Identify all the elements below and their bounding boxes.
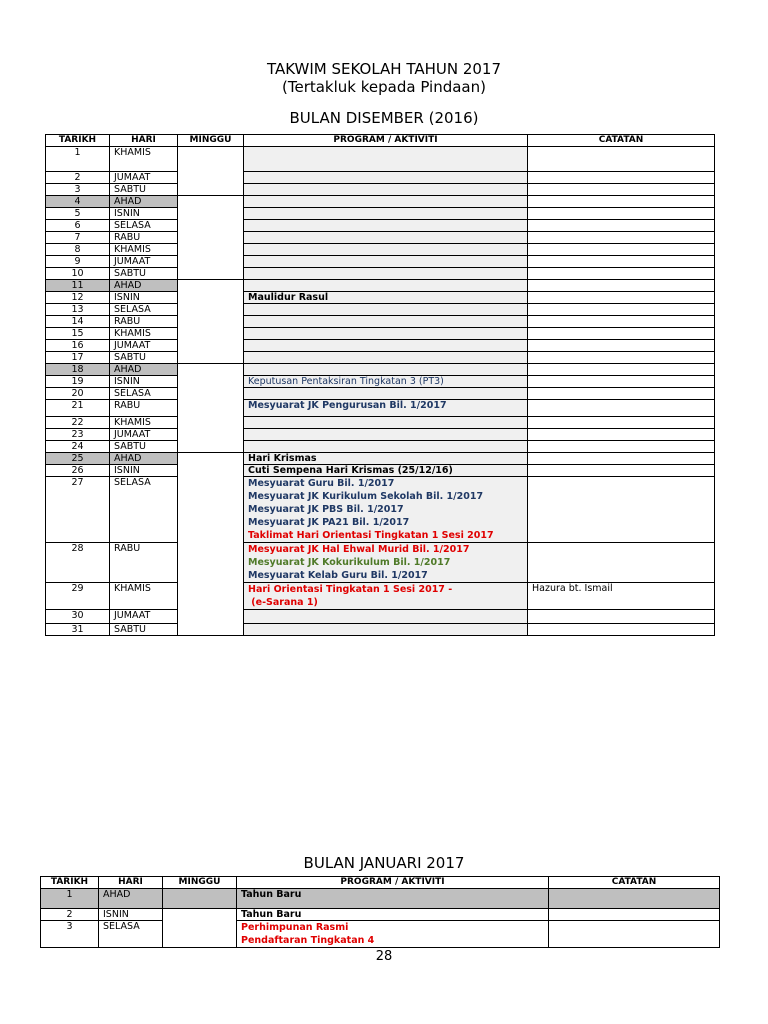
month-title-december: BULAN DISEMBER (2016) <box>289 109 479 127</box>
program-cell <box>244 256 528 268</box>
column-header-hari: HARI <box>99 877 163 889</box>
date-cell: 16 <box>46 340 110 352</box>
program-cell: Keputusan Pentaksiran Tingkatan 3 (PT3) <box>244 376 528 388</box>
program-cell <box>244 268 528 280</box>
table-row <box>46 304 715 316</box>
note-cell <box>528 232 715 244</box>
note-cell <box>528 280 715 292</box>
date-cell: 24 <box>46 441 110 453</box>
date-cell: 3 <box>41 921 99 948</box>
table-row <box>46 244 715 256</box>
program-line: (e-Sarana 1) <box>248 597 318 608</box>
program-line: Mesyuarat Kelab Guru Bil. 1/2017 <box>248 570 428 581</box>
table-row <box>41 889 720 909</box>
date-cell: 13 <box>46 304 110 316</box>
note-cell <box>528 340 715 352</box>
day-cell: JUMAAT <box>110 610 178 624</box>
table-row <box>46 583 715 610</box>
table-row <box>46 256 715 268</box>
column-header-minggu: MINGGU <box>178 135 244 147</box>
program-cell <box>244 340 528 352</box>
program-line: Mesyuarat JK PBS Bil. 1/2017 <box>248 504 404 515</box>
table-row <box>46 208 715 220</box>
table-row <box>46 280 715 292</box>
date-cell: 3 <box>46 184 110 196</box>
note-cell <box>528 304 715 316</box>
date-cell: 11 <box>46 280 110 292</box>
column-header-hari: HARI <box>110 135 178 147</box>
day-cell: SELASA <box>99 921 163 948</box>
january-table <box>40 876 720 948</box>
day-cell: AHAD <box>110 453 178 465</box>
date-cell: 9 <box>46 256 110 268</box>
day-cell: SABTU <box>110 352 178 364</box>
day-cell: KHAMIS <box>110 328 178 340</box>
note-cell <box>528 147 715 172</box>
date-cell: 19 <box>46 376 110 388</box>
program-cell <box>244 429 528 441</box>
date-cell: 1 <box>46 147 110 172</box>
date-cell: 2 <box>41 909 99 921</box>
program-line: Perhimpunan Rasmi <box>241 922 349 933</box>
program-cell: Tahun Baru <box>237 889 549 909</box>
page-subtitle: (Tertakluk kepada Pindaan) <box>282 78 486 96</box>
table-row <box>46 364 715 376</box>
note-cell <box>528 417 715 429</box>
program-cell: Tahun Baru <box>237 909 549 921</box>
program-cell <box>244 328 528 340</box>
day-cell: JUMAAT <box>110 256 178 268</box>
date-cell: 15 <box>46 328 110 340</box>
date-cell: 22 <box>46 417 110 429</box>
note-cell <box>528 172 715 184</box>
note-cell <box>528 256 715 268</box>
table-row <box>41 921 720 948</box>
note-cell <box>528 388 715 400</box>
table-row <box>46 429 715 441</box>
column-header-tarikh: TARIKH <box>41 877 99 889</box>
table-row <box>46 220 715 232</box>
program-cell <box>244 147 528 172</box>
note-cell <box>528 624 715 636</box>
program-cell <box>244 172 528 184</box>
day-cell: SABTU <box>110 184 178 196</box>
week-cell <box>163 909 237 948</box>
day-cell: JUMAAT <box>110 340 178 352</box>
program-cell <box>244 232 528 244</box>
date-cell: 20 <box>46 388 110 400</box>
program-line: Mesyuarat JK Kokurikulum Bil. 1/2017 <box>248 557 451 568</box>
table-row <box>46 184 715 196</box>
note-cell <box>549 921 720 948</box>
note-cell <box>528 208 715 220</box>
date-cell: 5 <box>46 208 110 220</box>
note-cell <box>549 909 720 921</box>
program-cell <box>244 388 528 400</box>
program-cell <box>244 610 528 624</box>
week-cell <box>178 147 244 196</box>
note-cell <box>528 292 715 304</box>
date-cell: 30 <box>46 610 110 624</box>
date-cell: 6 <box>46 220 110 232</box>
note-cell <box>528 376 715 388</box>
december-table <box>45 134 715 636</box>
column-header-catatan: CATATAN <box>528 135 715 147</box>
table-row <box>46 147 715 172</box>
note-cell <box>528 316 715 328</box>
note-cell <box>528 220 715 232</box>
date-cell: 31 <box>46 624 110 636</box>
program-line: Mesyuarat JK Kurikulum Sekolah Bil. 1/2017 <box>248 491 484 502</box>
table-row <box>46 388 715 400</box>
day-cell: SELASA <box>110 220 178 232</box>
table-row <box>46 340 715 352</box>
date-cell: 21 <box>46 400 110 417</box>
program-line: Mesyuarat Guru Bil. 1/2017 <box>248 478 395 489</box>
program-cell <box>244 184 528 196</box>
day-cell: KHAMIS <box>110 417 178 429</box>
date-cell: 7 <box>46 232 110 244</box>
table-row <box>46 268 715 280</box>
program-cell <box>244 543 528 583</box>
day-cell: KHAMIS <box>110 147 178 172</box>
program-cell <box>237 921 549 948</box>
day-cell: JUMAAT <box>110 172 178 184</box>
table-row <box>46 543 715 583</box>
date-cell: 25 <box>46 453 110 465</box>
date-cell: 14 <box>46 316 110 328</box>
day-cell: AHAD <box>110 196 178 208</box>
week-cell <box>178 364 244 453</box>
table-row <box>46 417 715 429</box>
program-line: Mesyuarat JK Hal Ehwal Murid Bil. 1/2017 <box>248 544 470 555</box>
table-row <box>46 196 715 208</box>
note-cell <box>528 352 715 364</box>
note-cell <box>528 364 715 376</box>
column-header-program: PROGRAM / AKTIVITI <box>244 135 528 147</box>
day-cell: RABU <box>110 232 178 244</box>
note-cell <box>528 477 715 543</box>
program-cell <box>244 280 528 292</box>
program-cell <box>244 208 528 220</box>
note-cell <box>528 328 715 340</box>
program-cell <box>244 583 528 610</box>
day-cell: ISNIN <box>110 465 178 477</box>
day-cell: AHAD <box>110 280 178 292</box>
program-cell <box>244 624 528 636</box>
date-cell: 27 <box>46 477 110 543</box>
day-cell: ISNIN <box>110 208 178 220</box>
program-cell <box>244 196 528 208</box>
column-header-tarikh: TARIKH <box>46 135 110 147</box>
table-row <box>46 172 715 184</box>
program-cell <box>244 352 528 364</box>
table-row <box>46 376 715 388</box>
table-row <box>41 909 720 921</box>
note-cell <box>528 543 715 583</box>
day-cell: ISNIN <box>99 909 163 921</box>
date-cell: 10 <box>46 268 110 280</box>
table-header-row <box>41 877 720 889</box>
program-cell <box>244 220 528 232</box>
program-cell <box>244 477 528 543</box>
note-cell <box>528 465 715 477</box>
day-cell: RABU <box>110 543 178 583</box>
table-row <box>46 328 715 340</box>
table-header-row <box>46 135 715 147</box>
program-cell: Cuti Sempena Hari Krismas (25/12/16) <box>244 465 528 477</box>
day-cell: SELASA <box>110 388 178 400</box>
date-cell: 28 <box>46 543 110 583</box>
column-header-program: PROGRAM / AKTIVITI <box>237 877 549 889</box>
table-row <box>46 624 715 636</box>
program-cell: Maulidur Rasul <box>244 292 528 304</box>
program-cell: Mesyuarat JK Pengurusan Bil. 1/2017 <box>244 400 528 417</box>
day-cell: SELASA <box>110 477 178 543</box>
month-title-january: BULAN JANUARI 2017 <box>303 854 465 872</box>
date-cell: 17 <box>46 352 110 364</box>
day-cell: RABU <box>110 400 178 417</box>
day-cell: ISNIN <box>110 292 178 304</box>
day-cell: JUMAAT <box>110 429 178 441</box>
note-cell <box>549 889 720 909</box>
week-cell <box>178 453 244 636</box>
note-cell <box>528 268 715 280</box>
note-cell <box>528 429 715 441</box>
program-cell <box>244 304 528 316</box>
date-cell: 4 <box>46 196 110 208</box>
date-cell: 8 <box>46 244 110 256</box>
table-row <box>46 400 715 417</box>
page-number: 28 <box>375 949 393 964</box>
day-cell: AHAD <box>99 889 163 909</box>
program-cell <box>244 441 528 453</box>
program-cell: Hari Krismas <box>244 453 528 465</box>
note-cell <box>528 610 715 624</box>
week-cell <box>178 196 244 280</box>
day-cell: SELASA <box>110 304 178 316</box>
program-cell <box>244 244 528 256</box>
page-title: TAKWIM SEKOLAH TAHUN 2017 <box>266 60 502 78</box>
program-cell <box>244 364 528 376</box>
table-row <box>46 610 715 624</box>
day-cell: ISNIN <box>110 376 178 388</box>
table-row <box>46 477 715 543</box>
day-cell: SABTU <box>110 624 178 636</box>
date-cell: 18 <box>46 364 110 376</box>
day-cell: SABTU <box>110 268 178 280</box>
date-cell: 12 <box>46 292 110 304</box>
note-cell <box>528 400 715 417</box>
program-line: Taklimat Hari Orientasi Tingkatan 1 Sesi 2017 <box>248 530 494 541</box>
table-row <box>46 292 715 304</box>
note-cell: Hazura bt. Ismail <box>528 583 715 610</box>
note-cell <box>528 441 715 453</box>
date-cell: 26 <box>46 465 110 477</box>
table-row <box>46 232 715 244</box>
column-header-minggu: MINGGU <box>163 877 237 889</box>
date-cell: 1 <box>41 889 99 909</box>
program-line: Pendaftaran Tingkatan 4 <box>241 935 375 946</box>
note-cell <box>528 184 715 196</box>
note-cell <box>528 196 715 208</box>
program-cell <box>244 417 528 429</box>
date-cell: 23 <box>46 429 110 441</box>
day-cell: SABTU <box>110 441 178 453</box>
week-cell <box>163 889 237 909</box>
table-row <box>46 316 715 328</box>
column-header-catatan: CATATAN <box>549 877 720 889</box>
date-cell: 29 <box>46 583 110 610</box>
table-row <box>46 441 715 453</box>
day-cell: AHAD <box>110 364 178 376</box>
week-cell <box>178 280 244 364</box>
note-cell <box>528 244 715 256</box>
date-cell: 2 <box>46 172 110 184</box>
program-line: Mesyuarat JK PA21 Bil. 1/2017 <box>248 517 410 528</box>
table-row <box>46 352 715 364</box>
day-cell: KHAMIS <box>110 244 178 256</box>
day-cell: KHAMIS <box>110 583 178 610</box>
day-cell: RABU <box>110 316 178 328</box>
program-line: Hari Orientasi Tingkatan 1 Sesi 2017 - <box>248 584 453 595</box>
table-row <box>46 453 715 465</box>
table-row <box>46 465 715 477</box>
program-cell <box>244 316 528 328</box>
note-cell <box>528 453 715 465</box>
